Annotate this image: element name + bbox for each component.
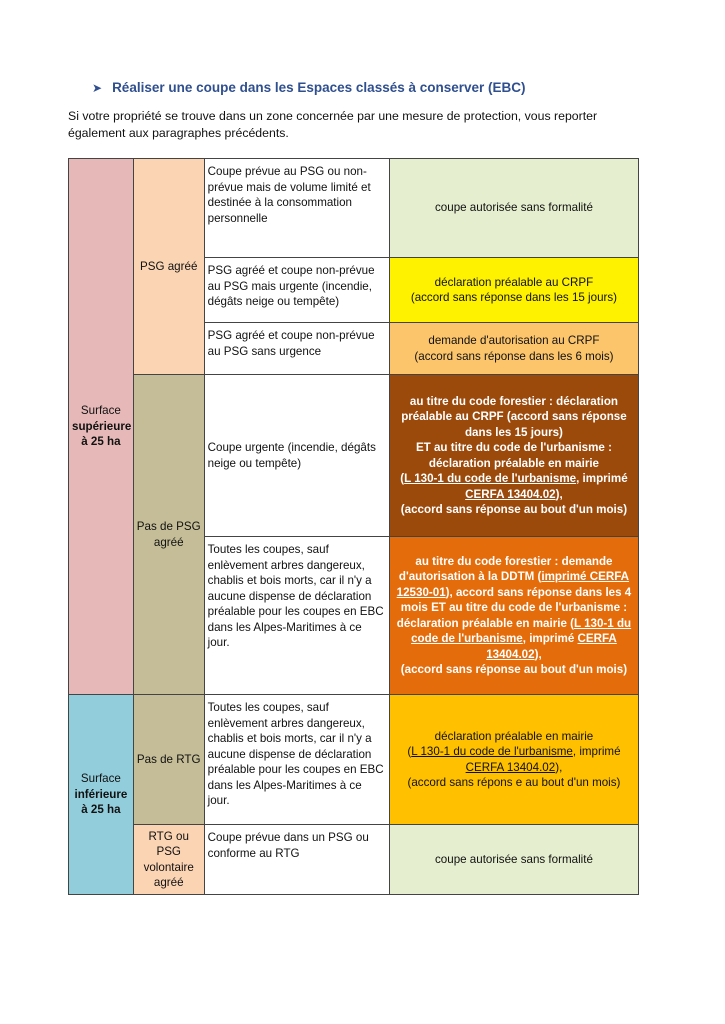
cerfa-ddtm-link[interactable]: imprimé CERFA 12530-01 — [396, 570, 630, 599]
cerfa-link[interactable]: CERFA 13404.02 — [486, 632, 617, 661]
surface-inferieure-cell: Surface inférieure à 25 ha — [69, 695, 134, 895]
row-description: Coupe urgente (incendie, dégâts neige ou tempête) — [204, 375, 389, 537]
section-heading-text: Réaliser une coupe dans les Espaces classés à conserver (EBC) — [112, 80, 526, 95]
cerfa-link[interactable]: CERFA 13404.02 — [465, 760, 556, 774]
row-description: Coupe prévue au PSG ou non-prévue mais de volume limité et destinée à la consommation personnelle — [204, 159, 389, 258]
urbanisme-link[interactable]: L 130-1 du code de l'urbanisme — [411, 616, 632, 645]
psg-agree-cell: PSG agréé — [133, 159, 204, 375]
arrow-bullet-icon: ➤ — [92, 81, 103, 95]
urbanisme-link[interactable]: L 130-1 du code de l'urbanisme — [411, 745, 573, 758]
table-row — [69, 375, 639, 537]
row-result: demande d'autorisation au CRPF (accord sans réponse dans les 6 mois) — [389, 323, 638, 375]
row-result: au titre du code forestier : déclaration préalable au CRPF (accord sans réponse dans les 15 jours) ET au titre du code de l'urbanisme : déclaration préalable en mairie (L 130-1 du code de l'urbanisme, imprimé CERFA 13404.02), (accord sans réponse au bout d'un mois) — [389, 375, 638, 537]
row-result: déclaration préalable au CRPF (accord sans réponse dans les 15 jours) — [389, 258, 638, 323]
pas-de-psg-cell: Pas de PSG agréé — [133, 375, 204, 695]
rtg-volontaire-cell: RTG ou PSG volontaire agréé — [133, 825, 204, 895]
table-row — [69, 825, 639, 895]
row-result: coupe autorisée sans formalité — [389, 825, 638, 895]
ebc-table — [68, 158, 639, 895]
row-result: déclaration préalable en mairie (L 130-1 du code de l'urbanisme, imprimé CERFA 13404.02), (accord sans répons e au bout d'un mois) — [389, 695, 638, 825]
row-description: PSG agréé et coupe non-prévue au PSG mais urgente (incendie, dégâts neige ou tempête) — [204, 258, 389, 323]
intro-paragraph: Si votre propriété se trouve dans un zone concernée par une mesure de protection, vous reporter également aux paragraphes précédents. — [68, 109, 598, 140]
row-description: PSG agréé et coupe non-prévue au PSG sans urgence — [204, 323, 389, 375]
table-row — [69, 159, 639, 258]
row-result: au titre du code forestier : demande d'autorisation à la DDTM (imprimé CERFA 12530-01), accord sans réponse dans les 4 mois ET au titre du code de l'urbanisme : déclaration préalable en mairie (L 130-1 du code de l'urbanisme, imprimé CERFA 13404.02), (accord sans réponse au bout d'un mois) — [389, 537, 638, 695]
row-description: Toutes les coupes, sauf enlèvement arbres dangereux, chablis et bois morts, car il n'y a aucune dispense de déclaration préalable pour les coupes en EBC dans les Alpes-Maritimes à ce jour. — [204, 695, 389, 825]
pas-de-rtg-cell: Pas de RTG — [133, 695, 204, 825]
cerfa-link[interactable]: CERFA 13404.02 — [465, 487, 556, 501]
urbanisme-link[interactable]: L 130-1 du code de l'urbanisme — [404, 472, 577, 485]
surface-superieure-cell: Surface supérieure à 25 ha — [69, 159, 134, 695]
row-description: Coupe prévue dans un PSG ou conforme au RTG — [204, 825, 389, 895]
row-description: Toutes les coupes, sauf enlèvement arbres dangereux, chablis et bois morts, car il n'y a aucune dispense de déclaration préalable pour les coupes en EBC dans les Alpes-Maritimes à ce jour. — [204, 537, 389, 695]
row-result: coupe autorisée sans formalité — [389, 159, 638, 258]
section-heading — [92, 80, 526, 95]
table-row — [69, 695, 639, 825]
